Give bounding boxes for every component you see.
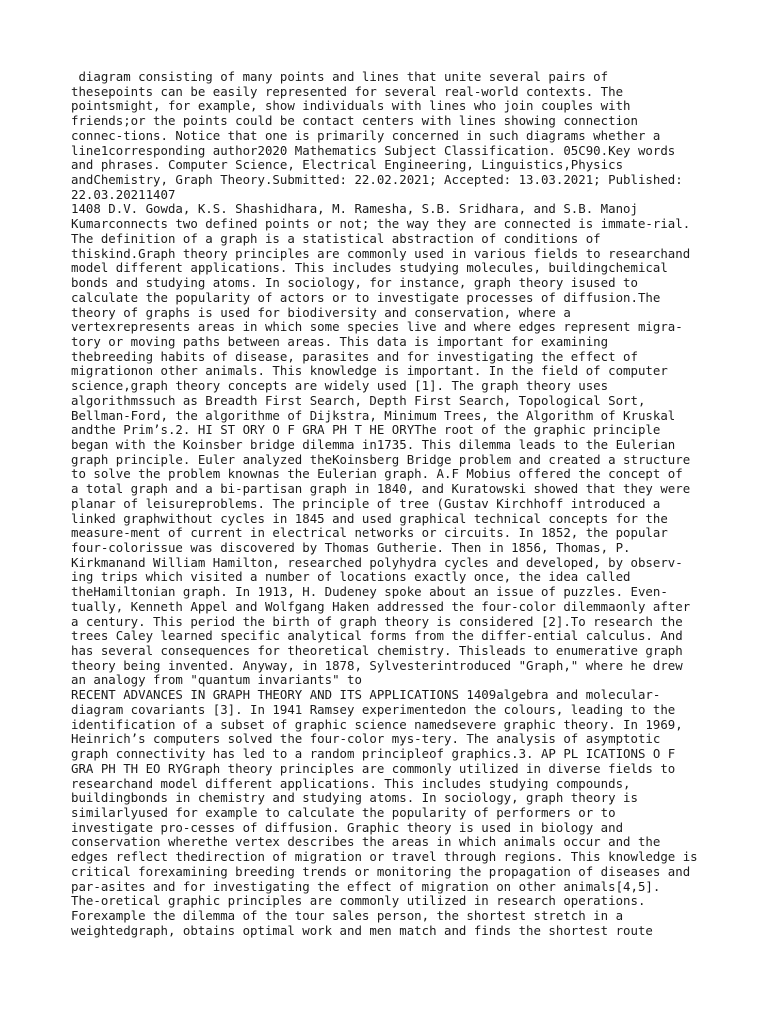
text-line: planar of leisureproblems. The principle of tree (Gustav Kirchhoff introduced a [71, 495, 661, 511]
text-line: friends;or the points could be contact centers with lines showing connection [71, 113, 638, 129]
text-line: 1408 D.V. Gowda, K.S. Shashidhara, M. Ramesha, S.B. Sridhara, and S.B. Manoj [71, 201, 638, 217]
text-line: buildingbonds in chemistry and studying atoms. In sociology, graph theory is [71, 790, 638, 806]
text-line: trees Caley learned specific analytical forms from the differ-ential calculus. And [71, 628, 683, 644]
text-line: Kirkmanand William Hamilton, researched polyhydra cycles and developed, by observ- [71, 554, 683, 570]
text-line: line1corresponding author2020 Mathematics Subject Classification. 05C90.Key words [71, 142, 676, 158]
text-line: theHamiltonian graph. In 1913, H. Dudeney spoke about an issue of puzzles. Even- [71, 584, 668, 600]
text-line: measure-ment of current in electrical networks or circuits. In 1852, the popular [71, 525, 668, 541]
text-line: pointsmight, for example, show individuals with lines who join couples with [71, 98, 631, 114]
text-line: has several consequences for theoretical chemistry. Thisleads to enumerative graph [71, 643, 683, 659]
text-line: researchand model different applications. This includes studying compounds, [71, 775, 631, 791]
text-line: to solve the problem knownas the Eulerian graph. A.F Mobius offered the concept of [71, 466, 683, 482]
text-line: edges reflect thedirection of migration or travel through regions. This knowledge is [71, 849, 698, 865]
text-line: Heinrich’s computers solved the four-color mys-tery. The analysis of asymptotic [71, 731, 661, 747]
text-line: diagram consisting of many points and lines that unite several pairs of [71, 69, 609, 84]
text-line: vertexrepresents areas in which some species live and where edges represent migra- [71, 319, 683, 335]
text-line: thiskind.Graph theory principles are commonly used in various fields to researchand [71, 245, 691, 261]
text-line: andthe Prim’s.2. HI ST ORY O F GRA PH T HE ORYThe root of the graphic principle [71, 422, 661, 438]
text-line: connec-tions. Notice that one is primarily concerned in such diagrams whether a [71, 127, 661, 143]
body-text [71, 70, 711, 938]
text-line: graph connectivity has led to a random principleof graphics.3. AP PL ICATIONS O F [71, 746, 676, 762]
text-line: conservation wherethe vertex describes the areas in which animals occur and the [71, 834, 661, 850]
text-line: The-oretical graphic principles are commonly utilized in research operations. [71, 893, 646, 909]
text-line: Kumarconnects two defined points or not; the way they are connected is immate-rial. [71, 216, 691, 232]
text-line: andChemistry, Graph Theory.Submitted: 22.02.2021; Accepted: 13.03.2021; Published: [71, 172, 683, 188]
text-line: a total graph and a bi-partisan graph in 1840, and Kuratowski showed that they were [71, 481, 691, 497]
text-line: thesepoints can be easily represented for several real-world contexts. The [71, 83, 624, 99]
text-line: calculate the popularity of actors or to investigate processes of diffusion.The [71, 289, 661, 305]
text-line: Forexample the dilemma of the tour sales person, the shortest stretch in a [71, 907, 624, 923]
text-line: thebreeding habits of disease, parasites and for investigating the effect of [71, 348, 638, 364]
text-line: similarlyused for example to calculate the popularity of performers or to [71, 804, 616, 820]
text-line: graph principle. Euler analyzed theKoinsberg Bridge problem and created a structure [71, 451, 691, 467]
text-line: par-asites and for investigating the effect of migration on other animals[4,5]. [71, 878, 661, 894]
text-line: The definition of a graph is a statistical abstraction of conditions of [71, 230, 601, 246]
text-line: ing trips which visited a number of locations exactly once, the idea called [71, 569, 631, 585]
text-line: identification of a subset of graphic science namedsevere graphic theory. In 1969, [71, 716, 683, 732]
text-line: science,graph theory concepts are widely used [1]. The graph theory uses [71, 378, 609, 394]
text-line: theory being invented. Anyway, in 1878, Sylvesterintroduced "Graph," where he drew [71, 657, 683, 673]
text-line: tually, Kenneth Appel and Wolfgang Haken addressed the four-color dilemmaonly after [71, 598, 691, 614]
text-line: theory of graphs is used for biodiversity and conservation, where a [71, 304, 571, 320]
text-line: investigate pro-cesses of diffusion. Graphic theory is used in biology and [71, 819, 624, 835]
text-line: 22.03.20211407 [71, 186, 176, 202]
text-line: began with the Koinsber bridge dilemma in1735. This dilemma leads to the Eulerian [71, 436, 676, 452]
text-line: GRA PH TH EO RYGraph theory principles are commonly utilized in diverse fields to [71, 760, 676, 776]
text-line: migrationon other animals. This knowledge is important. In the field of computer [71, 363, 668, 379]
text-line: and phrases. Computer Science, Electrical Engineering, Linguistics,Physics [71, 157, 624, 173]
text-line: tory or moving paths between areas. This data is important for examining [71, 333, 609, 349]
text-line: Bellman-Ford, the algorithme of Dijkstra, Minimum Trees, the Algorithm of Kruskal [71, 407, 676, 423]
text-line: critical forexamining breeding trends or monitoring the propagation of diseases and [71, 863, 691, 879]
text-line: four-colorissue was discovered by Thomas Gutherie. Then in 1856, Thomas, P. [71, 540, 631, 555]
text-line: model different applications. This includes studying molecules, buildingchemical [71, 260, 668, 276]
text-line: diagram covariants [3]. In 1941 Ramsey experimentedon the colours, leading to the [71, 701, 676, 717]
text-line: algorithmssuch as Breadth First Search, Depth First Search, Topological Sort, [71, 392, 646, 408]
text-line: bonds and studying atoms. In sociology, for instance, graph theory isused to [71, 275, 638, 291]
text-line: a century. This period the birth of graph theory is considered [2].To research the [71, 613, 683, 629]
text-line: an analogy from "quantum invariants" to [71, 672, 362, 688]
text-line: linked graphwithout cycles in 1845 and used graphical technical concepts for the [71, 510, 668, 526]
text-line: weightedgraph, obtains optimal work and men match and finds the shortest route [71, 922, 653, 938]
text-line: RECENT ADVANCES IN GRAPH THEORY AND ITS APPLICATIONS 1409algebra and molecular- [71, 687, 661, 703]
